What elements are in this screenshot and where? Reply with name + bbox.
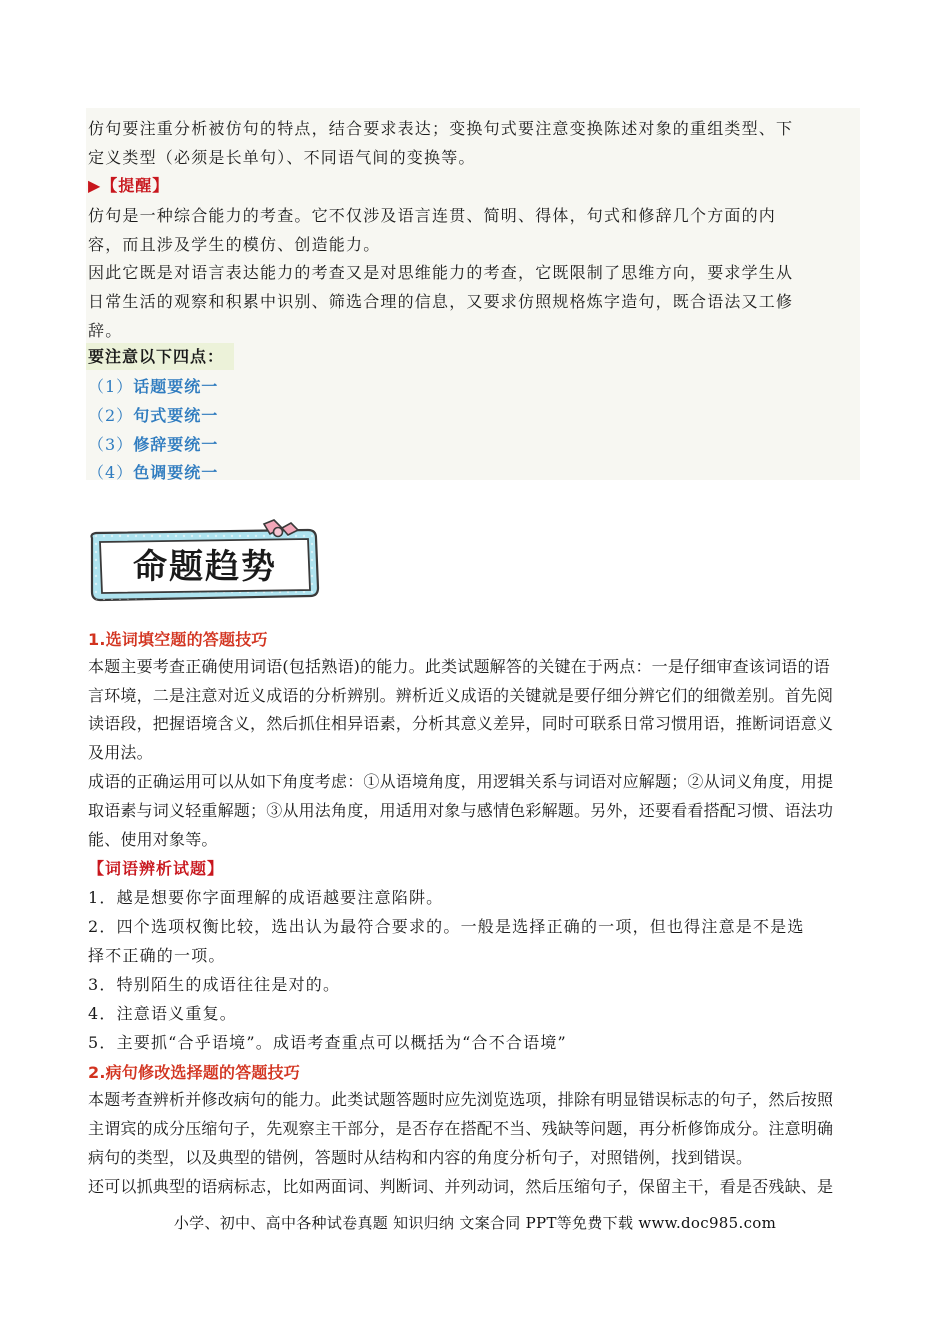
intro-line-1: 仿句要注重分析被仿句的特点，结合要求表达；变换句式要注意变换陈述对象的重组类型、下 bbox=[88, 119, 794, 138]
section2-p1-line-1: 本题考查辨析并修改病句的能力。此类试题答题时应先浏览选项，排除有明显错误标志的句子，然后按照 bbox=[88, 1090, 834, 1109]
notice-item-num: （4） bbox=[88, 463, 134, 482]
notice-item-text: 句式要统一 bbox=[133, 406, 219, 425]
intro-line-2: 定义类型（必须是长单句）、不同语气间的变换等。 bbox=[88, 148, 476, 167]
notice-item-num: （1） bbox=[88, 377, 134, 396]
section2-heading: 2.病句修改选择题的答题技巧 bbox=[88, 1063, 301, 1082]
notice-item-num: （2） bbox=[88, 406, 134, 425]
notice-item-text: 话题要统一 bbox=[133, 377, 219, 396]
section1-p1-line-2: 言环境，二是注意对近义成语的分析辨别。辨析近义成语的关键就是要仔细分辨它们的细微差别。首先阅 bbox=[88, 686, 834, 705]
remind-p1-line-2: 容，而且涉及学生的模仿、创造能力。 bbox=[88, 235, 381, 254]
tip-line: 4．注意语义重复。 bbox=[88, 1004, 237, 1023]
section1-p2-line-2: 取语素与词义轻重解题；③从用法角度，用适用对象与感情色彩解题。另外，还要看看搭配习惯、语法功 bbox=[88, 801, 834, 820]
section1-p1-line-3: 读语段，把握语境含义，然后抓住相异语素，分析其意义差异，同时可联系日常习惯用语，推断词语意义 bbox=[88, 714, 834, 733]
remind-p2-line-2: 日常生活的观察和积累中识别、筛选合理的信息，又要求仿照规格炼字造句，既合语法又工修 bbox=[88, 292, 794, 311]
notice-item-num: （3） bbox=[88, 435, 134, 454]
section1-heading: 1.选词填空题的答题技巧 bbox=[88, 630, 268, 649]
remind-p1-line-1: 仿句是一种综合能力的考查。它不仅涉及语言连贯、简明、得体，句式和修辞几个方面的内 bbox=[88, 206, 777, 225]
notice-item bbox=[88, 460, 218, 483]
notice-item bbox=[88, 374, 218, 397]
section1-p1-line-1: 本题主要考查正确使用词语(包括熟语)的能力。此类试题解答的关键在于两点：一是仔细审查该词语的语 bbox=[88, 657, 830, 676]
remind-p2-line-1: 因此它既是对语言表达能力的考查又是对思维能力的考查，它既限制了思维方向，要求学生从 bbox=[88, 263, 794, 282]
section2-p1-line-3: 病句的类型，以及典型的错例，答题时从结构和内容的角度分析句子，对照错例，找到错误。 bbox=[88, 1148, 753, 1167]
section-banner bbox=[86, 518, 336, 604]
remind-p2-line-3: 辞。 bbox=[88, 321, 123, 340]
tip-line: 1．越是想要你字面理解的成语越要注意陷阱。 bbox=[88, 888, 444, 907]
section2-p1-line-2: 主谓宾的成分压缩句子，先观察主干部分，是否存在搭配不当、残缺等问题，再分析修饰成分。注意明确 bbox=[88, 1119, 834, 1138]
tip-line: 3．特别陌生的成语往往是对的。 bbox=[88, 975, 341, 994]
notice-title: 要注意以下四点： bbox=[86, 343, 234, 370]
section1-subheading: 【词语辨析试题】 bbox=[88, 859, 225, 878]
section1-p2-line-1: 成语的正确运用可以从如下角度考虑：①从语境角度，用逻辑关系与词语对应解题；②从词义角度，用提 bbox=[88, 772, 834, 791]
notice-item bbox=[88, 403, 218, 426]
tip-line: 择不正确的一项。 bbox=[88, 946, 226, 965]
section2-p2-line-1: 还可以抓典型的语病标志，比如两面词、判断词、并列动词，然后压缩句子，保留主干，看是否残缺、是 bbox=[88, 1177, 834, 1196]
section1-p2-line-3: 能、使用对象等。 bbox=[88, 830, 218, 849]
page-footer: 小学、初中、高中各种试卷真题 知识归纳 文案合同 PPT等免费下载 www.doc985.com bbox=[173, 1214, 777, 1232]
notice-item bbox=[88, 432, 218, 455]
notice-item-text: 修辞要统一 bbox=[133, 435, 219, 454]
notice-item-text: 色调要统一 bbox=[133, 463, 219, 482]
tip-line: 5．主要抓“合乎语境”。成语考查重点可以概括为“合不合语境” bbox=[88, 1033, 567, 1052]
tip-line: 2．四个选项权衡比较，选出认为最符合要求的。一般是选择正确的一项，但也得注意是不是选 bbox=[88, 917, 805, 936]
remind-label: ▶【提醒】 bbox=[88, 176, 170, 195]
banner-title: 命题趋势 bbox=[133, 547, 277, 587]
section1-p1-line-4: 及用法。 bbox=[88, 743, 153, 762]
